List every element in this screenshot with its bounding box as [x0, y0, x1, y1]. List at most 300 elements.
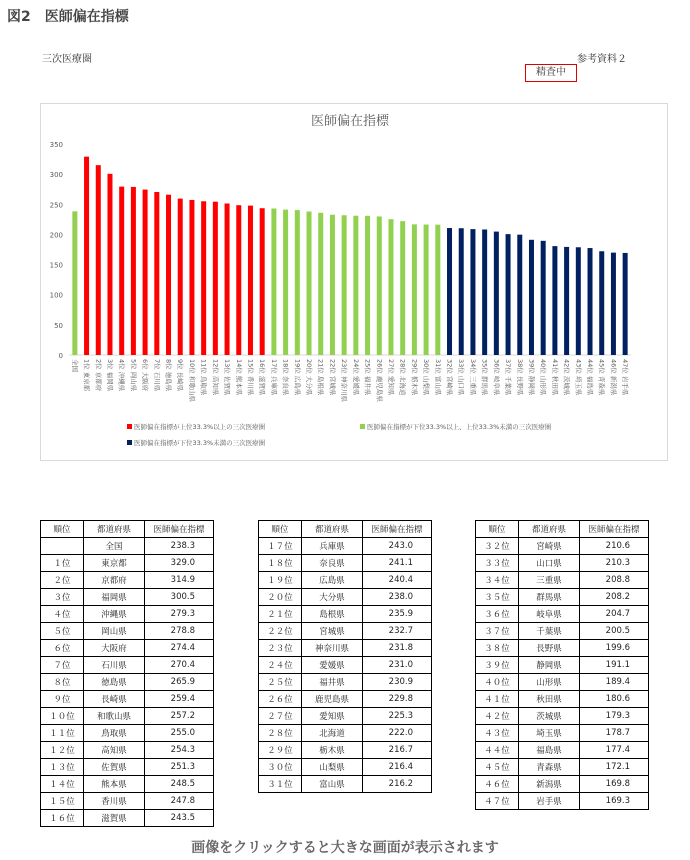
rank-cell: １２位 — [41, 742, 84, 759]
table-row — [259, 589, 432, 606]
y-tick-label: 50 — [54, 321, 63, 330]
value-cell: 169.3 — [580, 793, 649, 810]
rank-cell: ９位 — [41, 691, 84, 708]
rank-cell: ４７位 — [476, 793, 519, 810]
table-row — [41, 708, 214, 725]
x-tick-label: 45位 青森県 — [597, 359, 606, 396]
bar — [412, 224, 417, 355]
x-tick-label: 17位 兵庫県 — [269, 359, 278, 396]
column-header: 順位 — [259, 521, 302, 538]
y-tick-label: 0 — [58, 352, 63, 360]
rank-cell: ８位 — [41, 674, 84, 691]
x-tick-label: 24位 愛媛県 — [351, 359, 360, 396]
prefecture-cell: 埼玉県 — [519, 725, 580, 742]
x-tick-label: 29位 栃木県 — [410, 359, 419, 396]
prefecture-cell: 神奈川県 — [302, 640, 363, 657]
value-cell: 259.4 — [145, 691, 214, 708]
table-row — [259, 776, 432, 793]
x-tick-label: 2位 京都府 — [94, 359, 103, 392]
x-tick-label: 46位 新潟県 — [609, 359, 618, 396]
value-cell: 177.4 — [580, 742, 649, 759]
table-row — [259, 725, 432, 742]
rank-cell: １３位 — [41, 759, 84, 776]
prefecture-cell: 全国 — [84, 538, 145, 555]
bar — [166, 195, 171, 355]
prefecture-cell: 香川県 — [84, 793, 145, 810]
table-row — [259, 640, 432, 657]
x-tick-label: 41位 秋田県 — [550, 359, 559, 396]
table-header-row — [476, 521, 649, 538]
rank-cell: ２３位 — [259, 640, 302, 657]
value-cell: 208.8 — [580, 572, 649, 589]
rank-cell: １０位 — [41, 708, 84, 725]
prefecture-cell: 北海道 — [302, 725, 363, 742]
bar — [529, 240, 534, 355]
x-tick-label: 7位 石川県 — [152, 359, 161, 392]
rank-cell: ４位 — [41, 606, 84, 623]
prefecture-cell: 鹿児島県 — [302, 691, 363, 708]
rank-cell: ３１位 — [259, 776, 302, 793]
value-cell: 225.3 — [363, 708, 432, 725]
prefecture-cell: 山梨県 — [302, 759, 363, 776]
table-row — [476, 555, 649, 572]
legend-label: 医師偏在指標が下位33.3%未満の三次医療圏 — [134, 439, 266, 447]
review-stamp: 精査中 — [525, 64, 577, 82]
bar — [599, 251, 604, 355]
prefecture-cell: 新潟県 — [519, 776, 580, 793]
rank-cell: ３６位 — [476, 606, 519, 623]
x-tick-label: 11位 鳥取県 — [199, 359, 208, 396]
rank-cell: ５位 — [41, 623, 84, 640]
x-tick-label: 12位 高知県 — [211, 359, 220, 396]
x-tick-label: 43位 埼玉県 — [574, 359, 583, 396]
prefecture-cell: 石川県 — [84, 657, 145, 674]
table-row — [476, 640, 649, 657]
value-cell: 251.3 — [145, 759, 214, 776]
table-row — [476, 759, 649, 776]
bar — [154, 192, 159, 355]
value-cell: 241.1 — [363, 555, 432, 572]
table-header-row — [259, 521, 432, 538]
bar — [307, 212, 312, 355]
x-tick-label: 3位 福岡県 — [105, 359, 114, 392]
table-row — [41, 810, 214, 827]
value-cell: 231.8 — [363, 640, 432, 657]
column-header: 都道府県 — [302, 521, 363, 538]
rank-cell: １４位 — [41, 776, 84, 793]
bar — [541, 241, 546, 355]
bar — [283, 210, 288, 355]
table-row — [476, 776, 649, 793]
x-tick-label: 28位 北海道 — [398, 359, 407, 396]
value-cell: 216.4 — [363, 759, 432, 776]
value-cell: 265.9 — [145, 674, 214, 691]
y-tick-label: 300 — [49, 171, 63, 180]
table-row — [41, 640, 214, 657]
x-tick-label: 32位 宮崎県 — [445, 359, 454, 396]
rank-cell: ２１位 — [259, 606, 302, 623]
prefecture-cell: 京都府 — [84, 572, 145, 589]
legend-swatch — [127, 440, 132, 445]
value-cell: 191.1 — [580, 657, 649, 674]
value-cell: 255.0 — [145, 725, 214, 742]
rank-cell: ３５位 — [476, 589, 519, 606]
prefecture-cell: 福島県 — [519, 742, 580, 759]
x-tick-label: 21位 島根県 — [316, 359, 325, 396]
bar — [506, 234, 511, 355]
x-tick-label: 40位 山形県 — [539, 359, 548, 396]
x-tick-label: 全国 — [70, 359, 79, 372]
bar — [494, 232, 499, 355]
x-tick-label: 13位 佐賀県 — [223, 359, 232, 396]
rank-cell — [41, 538, 84, 555]
bar — [447, 228, 452, 355]
value-cell: 178.7 — [580, 725, 649, 742]
rank-cell: ２８位 — [259, 725, 302, 742]
prefecture-cell: 和歌山県 — [84, 708, 145, 725]
column-header: 順位 — [476, 521, 519, 538]
x-tick-label: 35位 群馬県 — [480, 359, 489, 396]
rank-cell: １９位 — [259, 572, 302, 589]
table-row — [259, 691, 432, 708]
bar — [119, 187, 124, 355]
rank-cell: ２４位 — [259, 657, 302, 674]
table-row — [476, 538, 649, 555]
value-cell: 216.7 — [363, 742, 432, 759]
region-label: 三次医療圏 — [42, 54, 92, 65]
rank-cell: ４５位 — [476, 759, 519, 776]
bar — [552, 246, 557, 355]
bar — [295, 210, 300, 355]
x-tick-label: 22位 宮城県 — [328, 359, 337, 396]
table-row — [476, 725, 649, 742]
x-tick-label: 38位 長野県 — [515, 359, 524, 396]
value-cell: 222.0 — [363, 725, 432, 742]
column-header: 都道府県 — [519, 521, 580, 538]
table-row — [41, 742, 214, 759]
bar — [201, 201, 206, 355]
bar — [330, 215, 335, 355]
x-tick-label: 4位 沖縄県 — [117, 359, 126, 392]
table-row — [41, 793, 214, 810]
legend-label: 医師偏在指標が下位33.3%以上、上位33.3%未満の三次医療圏 — [367, 423, 552, 431]
prefecture-cell: 鳥取県 — [84, 725, 145, 742]
bar — [131, 187, 136, 355]
prefecture-cell: 岐阜県 — [519, 606, 580, 623]
ranking-table-1 — [40, 520, 214, 827]
bar — [482, 229, 487, 355]
rank-cell: １８位 — [259, 555, 302, 572]
value-cell: 229.8 — [363, 691, 432, 708]
prefecture-cell: 福岡県 — [84, 589, 145, 606]
rank-cell: ６位 — [41, 640, 84, 657]
table-row — [41, 606, 214, 623]
rank-cell: １７位 — [259, 538, 302, 555]
legend-swatch — [360, 424, 365, 429]
x-tick-label: 20位 大分県 — [305, 359, 314, 396]
table-row — [41, 776, 214, 793]
bar — [623, 253, 628, 355]
table-row — [476, 606, 649, 623]
rank-cell: ２６位 — [259, 691, 302, 708]
value-cell: 329.0 — [145, 555, 214, 572]
y-tick-label: 150 — [49, 261, 63, 270]
table-row — [476, 674, 649, 691]
bar — [213, 202, 218, 355]
bar — [564, 247, 569, 355]
y-tick-label: 100 — [49, 291, 63, 300]
x-tick-label: 26位 鹿児島県 — [375, 359, 384, 402]
ranking-table-3 — [475, 520, 649, 810]
table-row — [41, 725, 214, 742]
x-tick-label: 39位 静岡県 — [527, 359, 536, 396]
y-tick-label: 250 — [49, 201, 63, 210]
prefecture-cell: 宮城県 — [302, 623, 363, 640]
prefecture-cell: 福井県 — [302, 674, 363, 691]
rank-cell: １１位 — [41, 725, 84, 742]
prefecture-cell: 青森県 — [519, 759, 580, 776]
rank-cell: ２位 — [41, 572, 84, 589]
y-tick-label: 200 — [49, 231, 63, 240]
prefecture-cell: 佐賀県 — [84, 759, 145, 776]
x-tick-label: 8位 徳島県 — [164, 359, 173, 392]
value-cell: 314.9 — [145, 572, 214, 589]
ranking-table-2 — [258, 520, 432, 793]
value-cell: 210.6 — [580, 538, 649, 555]
rank-cell: ４３位 — [476, 725, 519, 742]
table-row — [41, 538, 214, 555]
rank-cell: ４２位 — [476, 708, 519, 725]
x-tick-label: 34位 三重県 — [468, 359, 477, 396]
column-header: 医師偏在指標 — [580, 521, 649, 538]
prefecture-cell: 奈良県 — [302, 555, 363, 572]
bar — [470, 229, 475, 355]
value-cell: 240.4 — [363, 572, 432, 589]
table-row — [259, 742, 432, 759]
bar — [84, 157, 89, 355]
prefecture-cell: 三重県 — [519, 572, 580, 589]
rank-cell: １６位 — [41, 810, 84, 827]
prefecture-cell: 大分県 — [302, 589, 363, 606]
table-row — [41, 657, 214, 674]
bar-chart — [41, 104, 667, 460]
value-cell: 179.3 — [580, 708, 649, 725]
x-tick-label: 23位 神奈川県 — [340, 359, 349, 402]
prefecture-cell: 徳島県 — [84, 674, 145, 691]
rank-cell: ７位 — [41, 657, 84, 674]
x-tick-label: 47位 岩手県 — [621, 359, 630, 396]
bar — [611, 253, 616, 355]
click-caption[interactable]: 画像をクリックすると大きな画面が表示されます — [191, 840, 499, 856]
rank-cell: ３８位 — [476, 640, 519, 657]
rank-cell: ３３位 — [476, 555, 519, 572]
value-cell: 238.0 — [363, 589, 432, 606]
bar — [342, 215, 347, 355]
legend-swatch — [127, 424, 132, 429]
chart-title: 医師偏在指標 — [310, 114, 390, 129]
value-cell: 278.8 — [145, 623, 214, 640]
x-tick-label: 31位 富山県 — [433, 359, 442, 396]
value-cell: 243.0 — [363, 538, 432, 555]
table-row — [41, 555, 214, 572]
value-cell: 257.2 — [145, 708, 214, 725]
table-row — [476, 742, 649, 759]
value-cell: 279.3 — [145, 606, 214, 623]
rank-cell: ２７位 — [259, 708, 302, 725]
bar — [353, 216, 358, 355]
value-cell: 204.7 — [580, 606, 649, 623]
table-row — [476, 589, 649, 606]
prefecture-cell: 秋田県 — [519, 691, 580, 708]
value-cell: 208.2 — [580, 589, 649, 606]
table-row — [41, 572, 214, 589]
table-row — [259, 555, 432, 572]
x-tick-label: 33位 山口県 — [457, 359, 466, 396]
table-row — [476, 572, 649, 589]
x-tick-label: 6位 大阪府 — [141, 359, 150, 392]
x-tick-label: 1位 東京都 — [82, 359, 91, 392]
prefecture-cell: 千葉県 — [519, 623, 580, 640]
value-cell: 216.2 — [363, 776, 432, 793]
table-row — [41, 623, 214, 640]
bar — [424, 225, 429, 355]
rank-cell: ４４位 — [476, 742, 519, 759]
x-tick-label: 9位 長崎県 — [176, 359, 185, 392]
prefecture-cell: 栃木県 — [302, 742, 363, 759]
table-row — [259, 674, 432, 691]
rank-cell: ４０位 — [476, 674, 519, 691]
rank-cell: ２２位 — [259, 623, 302, 640]
value-cell: 169.8 — [580, 776, 649, 793]
prefecture-cell: 宮崎県 — [519, 538, 580, 555]
value-cell: 247.8 — [145, 793, 214, 810]
column-header: 都道府県 — [84, 521, 145, 538]
rank-cell: １５位 — [41, 793, 84, 810]
column-header: 医師偏在指標 — [363, 521, 432, 538]
bar — [248, 206, 253, 355]
prefecture-cell: 長崎県 — [84, 691, 145, 708]
bar — [225, 204, 230, 355]
bar — [178, 199, 183, 355]
bar — [400, 221, 405, 355]
value-cell: 172.1 — [580, 759, 649, 776]
table-row — [259, 657, 432, 674]
chart-container[interactable] — [40, 103, 668, 461]
bar — [143, 190, 148, 355]
x-tick-label: 27位 愛知県 — [386, 359, 395, 396]
table-row — [41, 759, 214, 776]
table-row — [259, 759, 432, 776]
bar — [576, 247, 581, 355]
value-cell: 254.3 — [145, 742, 214, 759]
rank-cell: ３７位 — [476, 623, 519, 640]
table-row — [476, 793, 649, 810]
prefecture-cell: 岡山県 — [84, 623, 145, 640]
x-tick-label: 15位 香川県 — [246, 359, 255, 396]
prefecture-cell: 大阪府 — [84, 640, 145, 657]
column-header: 医師偏在指標 — [145, 521, 214, 538]
rank-cell: ４１位 — [476, 691, 519, 708]
prefecture-cell: 富山県 — [302, 776, 363, 793]
value-cell: 235.9 — [363, 606, 432, 623]
table-row — [259, 572, 432, 589]
table-row — [476, 691, 649, 708]
prefecture-cell: 高知県 — [84, 742, 145, 759]
table-row — [259, 538, 432, 555]
value-cell: 230.9 — [363, 674, 432, 691]
rank-cell: ３４位 — [476, 572, 519, 589]
value-cell: 238.3 — [145, 538, 214, 555]
value-cell: 189.4 — [580, 674, 649, 691]
value-cell: 300.5 — [145, 589, 214, 606]
x-tick-label: 25位 福井県 — [363, 359, 372, 396]
x-tick-label: 36位 岐阜県 — [492, 359, 501, 396]
prefecture-cell: 群馬県 — [519, 589, 580, 606]
bar — [271, 209, 276, 355]
x-tick-label: 19位 広島県 — [293, 359, 302, 396]
prefecture-cell: 島根県 — [302, 606, 363, 623]
x-tick-label: 44位 福島県 — [586, 359, 595, 396]
prefecture-cell: 沖縄県 — [84, 606, 145, 623]
table-row — [476, 708, 649, 725]
rank-cell: １位 — [41, 555, 84, 572]
reference-label: 参考資料２ — [577, 54, 627, 65]
value-cell: 231.0 — [363, 657, 432, 674]
bar — [72, 211, 77, 355]
rank-cell: ４６位 — [476, 776, 519, 793]
table-row — [259, 708, 432, 725]
x-tick-label: 14位 熊本県 — [234, 359, 243, 396]
bar — [318, 213, 323, 355]
x-tick-label: 37位 千葉県 — [504, 359, 513, 396]
prefecture-cell: 熊本県 — [84, 776, 145, 793]
prefecture-cell: 長野県 — [519, 640, 580, 657]
value-cell: 243.5 — [145, 810, 214, 827]
rank-cell: ３２位 — [476, 538, 519, 555]
value-cell: 180.6 — [580, 691, 649, 708]
bar — [96, 165, 101, 355]
x-tick-label: 18位 奈良県 — [281, 359, 290, 396]
table-row — [476, 657, 649, 674]
value-cell: 199.6 — [580, 640, 649, 657]
rank-cell: ３９位 — [476, 657, 519, 674]
table-header-row — [41, 521, 214, 538]
value-cell: 248.5 — [145, 776, 214, 793]
y-tick-label: 350 — [49, 141, 63, 149]
bar — [388, 219, 393, 355]
x-tick-label: 5位 岡山県 — [129, 359, 138, 392]
prefecture-cell: 山形県 — [519, 674, 580, 691]
bar — [107, 174, 112, 355]
x-tick-label: 10位 和歌山県 — [187, 359, 196, 402]
rank-cell: ２９位 — [259, 742, 302, 759]
x-tick-label: 16位 滋賀県 — [258, 359, 267, 396]
bar — [459, 228, 464, 355]
bar — [377, 216, 382, 355]
rank-cell: ３位 — [41, 589, 84, 606]
value-cell: 232.7 — [363, 623, 432, 640]
bar — [189, 200, 194, 355]
x-tick-label: 30位 山梨県 — [422, 359, 431, 396]
prefecture-cell: 東京都 — [84, 555, 145, 572]
x-tick-label: 42位 茨城県 — [562, 359, 571, 396]
bar — [236, 205, 241, 355]
table-row — [41, 674, 214, 691]
prefecture-cell: 愛知県 — [302, 708, 363, 725]
value-cell: 274.4 — [145, 640, 214, 657]
value-cell: 270.4 — [145, 657, 214, 674]
bar — [588, 248, 593, 355]
